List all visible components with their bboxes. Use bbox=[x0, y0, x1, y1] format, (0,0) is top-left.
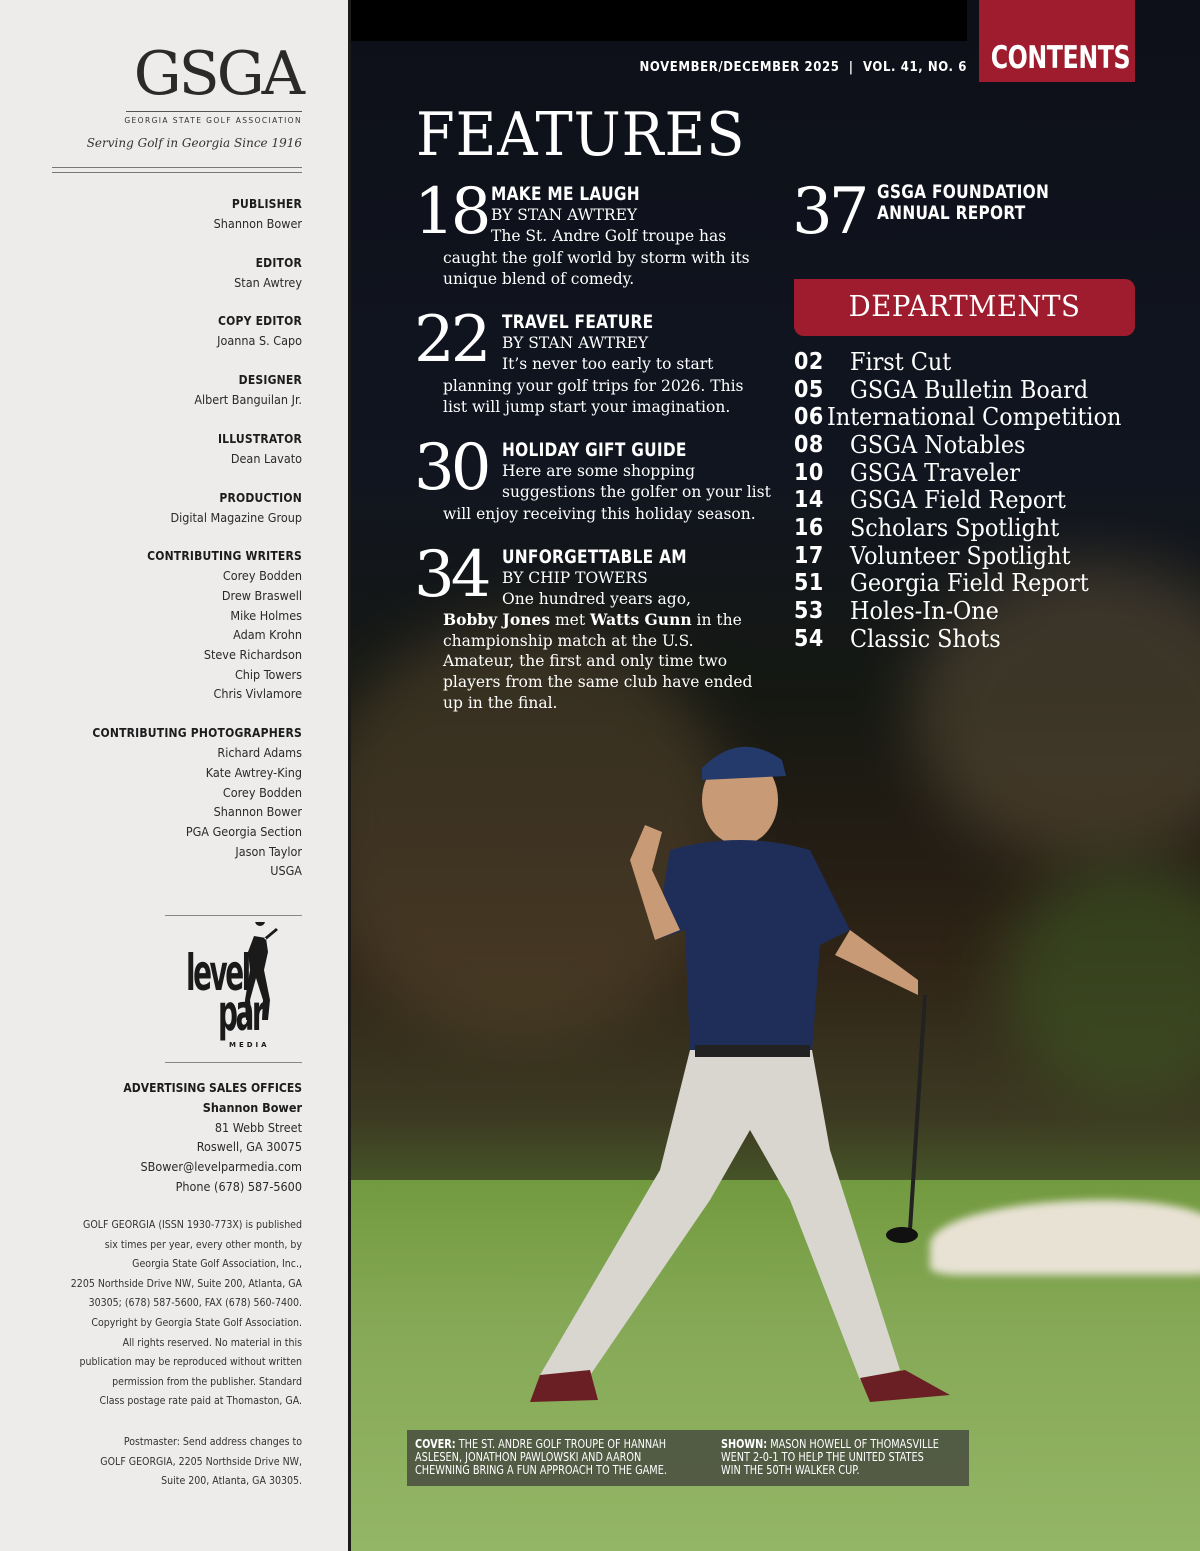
staff-role: PUBLISHER bbox=[231, 197, 302, 211]
legal-line: publication may be reproduced without written bbox=[79, 1356, 302, 1369]
caption-label: SHOWN: bbox=[721, 1437, 768, 1451]
staff-name: Richard Adams bbox=[217, 745, 302, 761]
department-title: GSGA Traveler bbox=[850, 458, 1020, 487]
department-item[interactable] bbox=[794, 376, 1144, 404]
department-item[interactable] bbox=[794, 459, 1144, 487]
logo-tagline: Serving Golf in Georgia Since 1916 bbox=[86, 136, 302, 150]
staff-name: PGA Georgia Section bbox=[185, 823, 302, 839]
feature-byline: BY CHIP TOWERS bbox=[502, 569, 648, 587]
issue-date-volume: NOVEMBER/DECEMBER 2025 | VOL. 41, NO. 6 bbox=[639, 60, 967, 75]
staff-name: Kate Awtrey-King bbox=[205, 764, 302, 780]
departments-heading: DEPARTMENTS bbox=[848, 289, 1081, 323]
department-title: Scholars Spotlight bbox=[850, 513, 1060, 542]
feature-title: TRAVEL FEATURE bbox=[502, 311, 654, 333]
postmaster-notice bbox=[52, 1433, 302, 1492]
staff-group bbox=[12, 546, 302, 704]
staff-group bbox=[12, 723, 302, 881]
feature-title bbox=[877, 182, 1049, 224]
department-page: 06 bbox=[794, 404, 824, 431]
ads-city: Roswell, GA 30075 bbox=[196, 1139, 302, 1155]
staff-name: Chip Towers bbox=[234, 666, 302, 682]
golfer-photo-figure bbox=[440, 730, 980, 1410]
staff-name: Jason Taylor bbox=[235, 843, 302, 859]
feature-desc-first-line: The St. Andre Golf troupe has bbox=[491, 227, 727, 245]
level-par-word-level: level bbox=[186, 944, 249, 1002]
feature-page-number: 30 bbox=[414, 431, 488, 505]
staff-role: CONTRIBUTING WRITERS bbox=[147, 549, 302, 564]
staff-name: USGA bbox=[270, 863, 302, 879]
staff-name: Drew Braswell bbox=[221, 587, 302, 603]
department-page: 10 bbox=[794, 459, 824, 486]
feature-byline: BY STAN AWTREY bbox=[491, 206, 638, 224]
feature-description: will enjoy receiving this holiday season. bbox=[443, 505, 756, 523]
foundation-title-line: GSGA FOUNDATION bbox=[877, 181, 1050, 203]
department-title: Volunteer Spotlight bbox=[850, 541, 1071, 570]
staff-name: Stan Awtrey bbox=[234, 274, 302, 290]
feature-description bbox=[443, 610, 763, 714]
department-page: 17 bbox=[794, 542, 824, 569]
staff-role: PRODUCTION bbox=[219, 490, 302, 505]
feature-title: UNFORGETTABLE AM bbox=[502, 546, 687, 568]
feature-desc-line: suggestions the golfer on your list bbox=[502, 483, 771, 501]
department-title: Holes-In-One bbox=[850, 597, 999, 626]
staff-name: Dean Lavato bbox=[230, 450, 302, 466]
feature-desc-first-line: One hundred years ago, bbox=[502, 590, 691, 608]
department-item[interactable] bbox=[794, 514, 1144, 542]
feature-desc-line: Here are some shopping bbox=[502, 462, 696, 480]
postmaster-line: Suite 200, Atlanta, GA 30305. bbox=[161, 1475, 302, 1488]
feature-description: planning your golf trips for 2026. This list will jump start your imagination. bbox=[443, 377, 744, 416]
ads-street: 81 Webb Street bbox=[214, 1119, 302, 1135]
legal-line: Class postage rate paid at Thomaston, GA. bbox=[99, 1395, 302, 1408]
staff-name: Chris Vivlamore bbox=[213, 686, 302, 702]
department-item[interactable] bbox=[794, 486, 1144, 514]
department-title: Classic Shots bbox=[850, 624, 1001, 653]
staff-group bbox=[12, 253, 302, 293]
legal-line: Copyright by Georgia State Golf Association. bbox=[91, 1316, 302, 1329]
logo-subtitle: GEORGIA STATE GOLF ASSOCIATION bbox=[124, 116, 302, 125]
caption-text: WENT 2-0-1 TO HELP THE UNITED STATES bbox=[721, 1450, 924, 1464]
level-par-word-media: MEDIA bbox=[229, 1041, 270, 1049]
staff-list bbox=[12, 194, 302, 900]
department-item[interactable] bbox=[794, 431, 1144, 459]
staff-name: Mike Holmes bbox=[230, 607, 302, 623]
department-page: 14 bbox=[794, 487, 824, 514]
staff-name: Shannon Bower bbox=[213, 804, 302, 820]
staff-name: Digital Magazine Group bbox=[170, 509, 302, 525]
department-title: GSGA Notables bbox=[850, 430, 1026, 459]
department-title: GSGA Bulletin Board bbox=[850, 375, 1089, 404]
legal-line: Georgia State Golf Association, Inc., bbox=[132, 1258, 302, 1271]
legal-line: All rights reserved. No material in this bbox=[122, 1336, 302, 1349]
staff-group bbox=[12, 488, 302, 528]
department-page: 54 bbox=[794, 625, 824, 652]
feature-byline: BY STAN AWTREY bbox=[502, 334, 649, 352]
staff-role: COPY EDITOR bbox=[218, 314, 302, 329]
staff-name: Steve Richardson bbox=[203, 647, 302, 663]
shown-caption bbox=[721, 1438, 964, 1477]
caption-text: ASLESEN, JONATHON PAWLOWSKI AND AARON bbox=[415, 1450, 642, 1464]
caption-label: COVER: bbox=[415, 1437, 456, 1451]
top-black-bar bbox=[351, 0, 967, 41]
department-item[interactable] bbox=[794, 570, 1144, 598]
staff-name: Adam Krohn bbox=[233, 627, 302, 643]
department-item[interactable] bbox=[794, 625, 1144, 653]
feature-page-number: 22 bbox=[414, 303, 488, 377]
department-page: 53 bbox=[794, 598, 824, 625]
caption-text: CHEWNING BRING A FUN APPROACH TO THE GAME. bbox=[415, 1463, 667, 1477]
legal-notice bbox=[52, 1216, 302, 1412]
caption-text: WIN THE 50TH WALKER CUP. bbox=[721, 1463, 860, 1477]
level-par-media-logo bbox=[182, 922, 282, 1052]
advertising-block bbox=[52, 1078, 302, 1197]
level-par-word-par: par bbox=[218, 984, 264, 1042]
legal-line: six times per year, every other month, by bbox=[104, 1238, 302, 1251]
ads-contact-name: Shannon Bower bbox=[202, 1100, 302, 1115]
department-page: 51 bbox=[794, 570, 824, 597]
feature-text: met bbox=[550, 611, 591, 629]
department-page: 08 bbox=[794, 431, 824, 458]
staff-name: Corey Bodden bbox=[222, 784, 302, 800]
caption-text: MASON HOWELL OF THOMASVILLE bbox=[767, 1437, 939, 1451]
divider bbox=[165, 1062, 302, 1063]
feature-page-number: 37 bbox=[792, 175, 866, 249]
feature-title: HOLIDAY GIFT GUIDE bbox=[502, 439, 687, 461]
department-item[interactable] bbox=[794, 403, 1144, 431]
staff-group bbox=[12, 429, 302, 469]
gsga-logo: GSGA bbox=[133, 39, 302, 109]
staff-group bbox=[12, 370, 302, 410]
staff-name: Albert Banguilan Jr. bbox=[194, 392, 302, 408]
divider bbox=[165, 915, 302, 916]
department-item[interactable] bbox=[794, 597, 1144, 625]
legal-line: 2205 Northside Drive NW, Suite 200, Atlanta, GA bbox=[70, 1277, 302, 1290]
legal-line: GOLF GEORGIA (ISSN 1930-773X) is published bbox=[83, 1219, 302, 1231]
staff-name: Corey Bodden bbox=[222, 568, 302, 584]
department-title: International Competition bbox=[827, 403, 1122, 432]
feature-title: MAKE ME LAUGH bbox=[491, 183, 640, 205]
staff-group bbox=[12, 311, 302, 351]
feature-page-number: 34 bbox=[414, 538, 488, 612]
ads-email-link[interactable]: SBower@levelparmedia.com bbox=[140, 1159, 302, 1175]
department-title: GSGA Field Report bbox=[850, 486, 1066, 515]
staff-group bbox=[12, 194, 302, 234]
caption-text: THE ST. ANDRE GOLF TROUPE OF HANNAH bbox=[455, 1437, 667, 1451]
departments-list bbox=[794, 348, 1144, 653]
postmaster-line: Postmaster: Send address changes to bbox=[123, 1436, 302, 1448]
legal-line: 30305; (678) 587-5600, FAX (678) 560-7400. bbox=[88, 1297, 302, 1310]
staff-role: CONTRIBUTING PHOTOGRAPHERS bbox=[92, 726, 302, 741]
masthead-double-rule bbox=[52, 167, 302, 173]
contents-label: CONTENTS bbox=[990, 40, 1131, 76]
feature-text: championship match at the U.S. Amateur, the first and only time two players from the same club have ended up in the final. bbox=[443, 631, 753, 712]
photo-foliage bbox=[1001, 860, 1200, 1100]
ads-phone: Phone (678) 587-5600 bbox=[175, 1178, 302, 1194]
feature-description: caught the golf world by storm with its unique blend of comedy. bbox=[443, 249, 750, 288]
foundation-title-line: ANNUAL REPORT bbox=[877, 202, 1026, 224]
department-title: Georgia Field Report bbox=[850, 569, 1089, 598]
department-page: 16 bbox=[794, 514, 824, 541]
department-item[interactable] bbox=[794, 348, 1144, 376]
department-page: 02 bbox=[794, 348, 824, 375]
staff-name: Shannon Bower bbox=[213, 216, 302, 231]
feature-desc-first-line: It’s never too early to start bbox=[502, 355, 714, 373]
features-heading: FEATURES bbox=[416, 100, 746, 170]
postmaster-line: GOLF GEORGIA, 2205 Northside Drive NW, bbox=[100, 1455, 302, 1468]
feature-page-number: 18 bbox=[414, 175, 488, 249]
department-title: First Cut bbox=[850, 347, 952, 376]
feature-bold-name: Bobby Jones bbox=[443, 610, 551, 629]
legal-line: permission from the publisher. Standard bbox=[112, 1375, 302, 1388]
ads-title: ADVERTISING SALES OFFICES bbox=[123, 1081, 302, 1095]
logo-rule bbox=[126, 111, 302, 112]
feature-text: in the bbox=[691, 611, 742, 629]
department-item[interactable] bbox=[794, 542, 1144, 570]
staff-role: EDITOR bbox=[255, 255, 302, 270]
staff-role: ILLUSTRATOR bbox=[217, 431, 302, 446]
staff-role: DESIGNER bbox=[238, 373, 302, 388]
cover-caption bbox=[415, 1438, 712, 1477]
feature-bold-name: Watts Gunn bbox=[590, 610, 692, 629]
department-page: 05 bbox=[794, 376, 824, 403]
staff-name: Joanna S. Capo bbox=[217, 333, 302, 349]
